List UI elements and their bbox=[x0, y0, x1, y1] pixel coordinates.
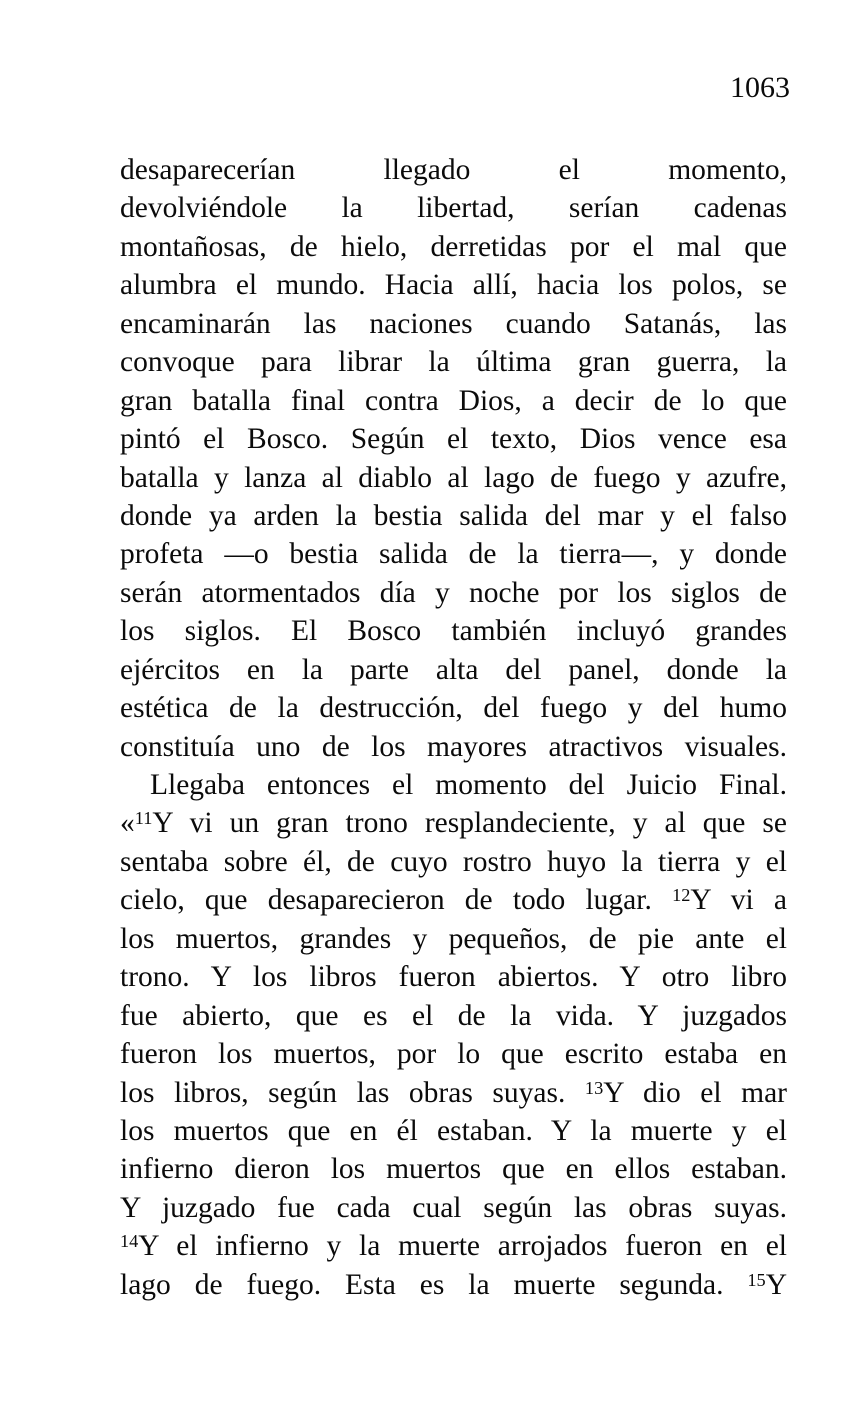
text-line: sentaba sobre él, de cuyo rostro huyo la tierra y el bbox=[120, 845, 787, 878]
verse-number-superscript: 11 bbox=[134, 808, 153, 829]
text-line: los libros, según las obras suyas. $^{13}$Y dio el mar bbox=[120, 1076, 787, 1109]
text-line: devolviéndole la libertad, serían cadenas bbox=[120, 192, 787, 225]
text-line: «$^{11}$Y vi un gran trono resplandeciente, y al que se bbox=[120, 807, 787, 840]
page-number: 1063 bbox=[730, 71, 790, 104]
text-line: los muertos que en él estaban. Y la muerte y el bbox=[120, 1114, 787, 1147]
text-line: fue abierto, que es el de la vida. Y juzgados bbox=[120, 999, 787, 1032]
verse-number-superscript: 15 bbox=[747, 1269, 766, 1290]
text-line: convoque para librar la última gran guerra, la bbox=[120, 346, 787, 379]
paragraph-1 bbox=[120, 151, 787, 766]
body-text bbox=[120, 151, 787, 1304]
text-line: trono. Y los libros fueron abiertos. Y otro libro bbox=[120, 961, 787, 994]
text-line: batalla y lanza al diablo al lago de fuego y azufre, bbox=[120, 461, 787, 494]
text-line: desaparecerían llegado el momento, bbox=[120, 154, 787, 186]
text-line: constituía uno de los mayores atractivos visuales. bbox=[120, 730, 787, 763]
text-line: lago de fuego. Esta es la muerte segunda. $^{15}$Y bbox=[120, 1268, 787, 1301]
text-line: infierno dieron los muertos que en ellos estaban. bbox=[120, 1153, 787, 1186]
text-line: profeta —o bestia salida de la tierra—, y donde bbox=[120, 538, 787, 571]
text-line: pintó el Bosco. Según el texto, Dios vence esa bbox=[120, 423, 787, 456]
verse-number-superscript: 13 bbox=[584, 1077, 604, 1098]
text-line: encaminarán las naciones cuando Satanás, las bbox=[120, 307, 787, 340]
text-line: cielo, que desaparecieron de todo lugar. $^{12}$Y vi a bbox=[120, 884, 787, 917]
text-line: Llegaba entonces el momento del Juicio Final. bbox=[150, 769, 787, 801]
text-line: serán atormentados día y noche por los siglos de bbox=[120, 576, 787, 609]
text-line: montañosas, de hielo, derretidas por el mal que bbox=[120, 230, 787, 263]
text-line: estética de la destrucción, del fuego y del humo bbox=[120, 692, 787, 725]
text-line: $^{14}$Y el infierno y la muerte arrojados fueron en el bbox=[120, 1230, 787, 1263]
text-line: fueron los muertos, por lo que escrito estaba en bbox=[120, 1038, 787, 1071]
text-line: alumbra el mundo. Hacia allí, hacia los polos, se bbox=[120, 269, 787, 302]
text-line: Y juzgado fue cada cual según las obras suyas. bbox=[120, 1191, 787, 1224]
verse-number-superscript: 12 bbox=[672, 885, 691, 906]
text-line: donde ya arden la bestia salida del mar y el falso bbox=[120, 499, 787, 532]
paragraph-2 bbox=[120, 766, 787, 1304]
text-line: los muertos, grandes y pequeños, de pie ante el bbox=[120, 922, 787, 955]
text-line: los siglos. El Bosco también incluyó grandes bbox=[120, 615, 787, 648]
verse-number-superscript: 14 bbox=[120, 1231, 139, 1252]
text-line: gran batalla final contra Dios, a decir de lo que bbox=[120, 384, 787, 417]
text-line: ejércitos en la parte alta del panel, donde la bbox=[120, 653, 787, 686]
